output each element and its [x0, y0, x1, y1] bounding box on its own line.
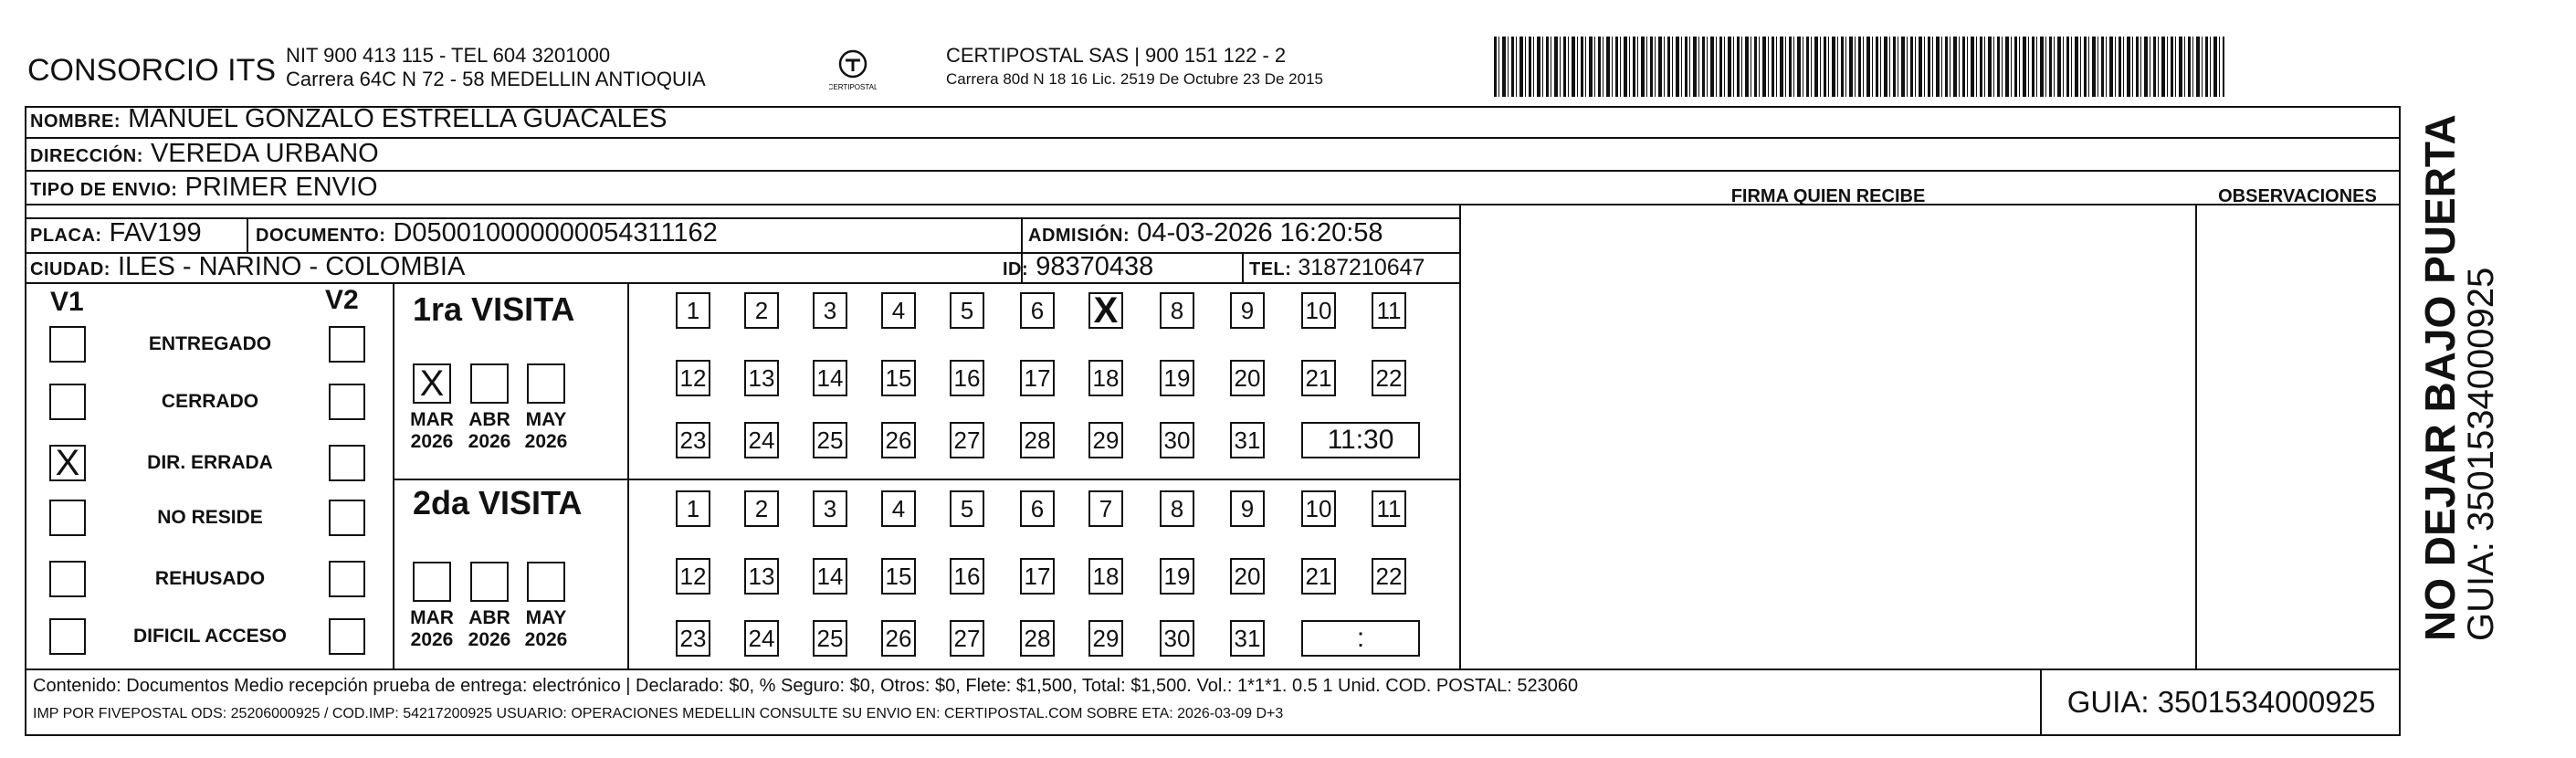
visit1-day-6[interactable]: 6 [1020, 292, 1055, 329]
visit1-day-12[interactable]: 12 [676, 360, 710, 396]
visit1-day-15[interactable]: 15 [881, 360, 916, 396]
visit1-day-20[interactable]: 20 [1230, 360, 1265, 396]
visit1-day-8[interactable]: 8 [1160, 292, 1194, 329]
visit1-month-year: 2026 [468, 431, 511, 452]
visit2-day-22[interactable]: 22 [1372, 558, 1406, 595]
address-value: VEREDA URBANO [150, 139, 379, 168]
plate-row [30, 218, 202, 248]
visit2-month-name: MAR [410, 607, 454, 628]
v2-checkbox[interactable] [329, 500, 365, 536]
visit2-day-26[interactable]: 26 [881, 620, 916, 657]
visit2-day-10[interactable]: 10 [1301, 490, 1336, 527]
side-guide-number: GUIA: 3501534000925 [2461, 267, 2501, 641]
visit2-month-name: ABR [468, 607, 510, 628]
visit2-day-7[interactable]: 7 [1088, 490, 1123, 527]
visit2-day-21[interactable]: 21 [1301, 558, 1336, 595]
observations-area[interactable] [2197, 217, 2400, 669]
visit1-day-2[interactable]: 2 [744, 292, 779, 329]
visit1-day-9[interactable]: 9 [1230, 292, 1265, 329]
v1-checkbox[interactable] [49, 618, 86, 655]
visit1-month-checkbox[interactable] [470, 363, 509, 404]
visit1-day-14[interactable]: 14 [813, 360, 847, 396]
visit1-month-checkbox[interactable]: X [413, 363, 451, 404]
name-row [30, 104, 668, 134]
guide-number: GUIA: 3501534000925 [2040, 669, 2401, 736]
visit2-day-16[interactable]: 16 [950, 558, 984, 595]
visit1-day-5[interactable]: 5 [950, 292, 984, 329]
warning-text: NO DEJAR BAJO PUERTA [2416, 114, 2464, 641]
visit1-month-label [459, 409, 520, 453]
visit2-day-24[interactable]: 24 [744, 620, 779, 657]
visit1-month-name: ABR [468, 409, 510, 430]
visit1-month-name: MAY [525, 409, 567, 430]
visit2-day-17[interactable]: 17 [1020, 558, 1055, 595]
visit2-day-14[interactable]: 14 [813, 558, 847, 595]
visit2-day-8[interactable]: 8 [1160, 490, 1194, 527]
visit1-day-21[interactable]: 21 [1301, 360, 1336, 396]
v1-checkbox[interactable] [49, 500, 86, 536]
address-label: DIRECCIÓN: [30, 146, 143, 166]
visit2-day-25[interactable]: 25 [813, 620, 847, 657]
name-label: NOMBRE: [30, 111, 121, 132]
shipping-type-value: PRIMER ENVIO [184, 173, 378, 202]
v1-checkbox[interactable] [49, 561, 86, 597]
visit2-day-18[interactable]: 18 [1088, 558, 1123, 595]
visit1-day-28[interactable]: 28 [1020, 422, 1055, 458]
visit1-day-31[interactable]: 31 [1230, 422, 1265, 458]
visit1-day-13[interactable]: 13 [744, 360, 779, 396]
city-row [30, 252, 465, 282]
visit2-day-3[interactable]: 3 [813, 490, 847, 527]
visit2-day-27[interactable]: 27 [950, 620, 984, 657]
visit1-day-18[interactable]: 18 [1088, 360, 1123, 396]
shipping-type-row [30, 173, 378, 203]
visit2-month-year: 2026 [468, 629, 511, 650]
id-row [1003, 252, 1153, 282]
visit1-day-22[interactable]: 22 [1372, 360, 1406, 396]
admission-row [1028, 218, 1383, 248]
certipostal-info [946, 44, 1323, 91]
visit2-month-checkbox[interactable] [470, 562, 509, 602]
visit2-day-13[interactable]: 13 [744, 558, 779, 595]
visit2-day-31[interactable]: 31 [1230, 620, 1265, 657]
visit1-month-name: MAR [410, 409, 454, 430]
id-value: 98370438 [1036, 252, 1154, 281]
visit2-month-checkbox[interactable] [413, 562, 451, 602]
v2-checkbox[interactable] [329, 618, 365, 655]
visit2-title: 2da VISITA [413, 484, 583, 521]
certipostal-line: CERTIPOSTAL SAS | 900 151 122 - 2 [946, 44, 1287, 67]
admission-label: ADMISIÓN: [1028, 226, 1130, 246]
v1-checkbox[interactable] [49, 384, 86, 420]
visit2-day-9[interactable]: 9 [1230, 490, 1265, 527]
visit1-title: 1ra VISITA [413, 290, 575, 328]
rule [25, 137, 2401, 139]
visit1-day-30[interactable]: 30 [1160, 422, 1194, 458]
visit1-month-year: 2026 [410, 431, 454, 452]
visit1-day-17[interactable]: 17 [1020, 360, 1055, 396]
address-line: Carrera 64C N 72 - 58 MEDELLIN ANTIOQUIA [286, 68, 706, 90]
barcode [1494, 37, 2224, 97]
visit2-month-name: MAY [525, 607, 567, 628]
id-label: ID: [1003, 259, 1029, 279]
rule [25, 282, 1459, 284]
visit2-month-label [459, 607, 520, 651]
visit2-day-12[interactable]: 12 [676, 558, 710, 595]
admission-value: 04-03-2026 16:20:58 [1137, 218, 1383, 247]
visit2-day-30[interactable]: 30 [1160, 620, 1194, 657]
document-value: D050010000000054311162 [393, 218, 718, 247]
v2-checkbox[interactable] [329, 561, 365, 597]
city-label: CIUDAD: [30, 259, 110, 279]
rule [393, 479, 1459, 480]
visit2-day-2[interactable]: 2 [744, 490, 779, 527]
visit1-day-19[interactable]: 19 [1160, 360, 1194, 396]
signature-area[interactable] [1461, 217, 2195, 669]
shipping-type-label: TIPO DE ENVIO: [30, 180, 178, 200]
visit2-day-20[interactable]: 20 [1230, 558, 1265, 595]
visit1-day-26[interactable]: 26 [881, 422, 916, 458]
rule [25, 170, 2401, 172]
visit1-month-checkbox[interactable] [527, 363, 565, 404]
side-text [2418, 114, 2500, 641]
visit1-day-4[interactable]: 4 [881, 292, 916, 329]
v2-header: V2 [325, 285, 359, 315]
visit2-day-23[interactable]: 23 [676, 620, 710, 657]
visit2-day-29[interactable]: 29 [1088, 620, 1123, 657]
status-label: ENTREGADO [148, 333, 272, 354]
visit2-day-11[interactable]: 11 [1372, 490, 1406, 527]
rule [247, 217, 248, 252]
visit1-day-24[interactable]: 24 [744, 422, 779, 458]
visit1-day-1[interactable]: 1 [676, 292, 710, 329]
visit2-day-1[interactable]: 1 [676, 490, 710, 527]
signature-header: FIRMA QUIEN RECIBE [1730, 186, 1926, 206]
visit2-month-label [402, 607, 462, 651]
visit2-time[interactable]: : [1301, 620, 1420, 657]
visit2-day-19[interactable]: 19 [1160, 558, 1194, 595]
rule [627, 282, 629, 669]
v2-checkbox[interactable] [329, 384, 365, 420]
visit1-month-label [402, 409, 462, 453]
v2-checkbox[interactable] [329, 326, 365, 363]
certipostal-logo [829, 46, 877, 93]
nit-line: NIT 900 413 115 - TEL 604 3201000 [286, 44, 611, 67]
visit1-day-11[interactable]: 11 [1372, 292, 1406, 329]
content-summary: Contenido: Documentos Medio recepción prueba de entrega: electrónico | Declarado: $0, % Seguro: $0, Otros: $0, Flete: $1,500, Total: $1,500. Vol.: 1*1*1. 0.5 1 Unid. COD. POSTAL: 523060 [33, 676, 1579, 696]
visit2-day-4[interactable]: 4 [881, 490, 916, 527]
phone-label: TEL: [1249, 259, 1292, 279]
visit1-month-year: 2026 [524, 431, 568, 452]
visit2-month-checkbox[interactable] [527, 562, 565, 602]
visit1-day-29[interactable]: 29 [1088, 422, 1123, 458]
rule [393, 282, 394, 669]
visit1-day-27[interactable]: 27 [950, 422, 984, 458]
visit1-day-7[interactable]: X [1088, 292, 1123, 329]
license-line: Carrera 80d N 18 16 Lic. 2519 De Octubre 23 De 2015 [946, 70, 1323, 88]
visit2-month-year: 2026 [524, 629, 568, 650]
plate-value: FAV199 [109, 218, 202, 247]
visit1-day-16[interactable]: 16 [950, 360, 984, 396]
visit2-day-6[interactable]: 6 [1020, 490, 1055, 527]
visit1-day-25[interactable]: 25 [813, 422, 847, 458]
visit2-month-year: 2026 [410, 629, 454, 650]
plate-label: PLACA: [30, 226, 102, 246]
v1-checkbox[interactable] [49, 326, 86, 363]
visit1-month-label [516, 409, 576, 453]
status-label: REHUSADO [154, 568, 266, 589]
visit2-day-5[interactable]: 5 [950, 490, 984, 527]
logo-text: CERTIPOSTAL [829, 83, 877, 91]
v2-checkbox[interactable] [329, 445, 365, 481]
status-label: DIR. ERRADA [147, 452, 273, 473]
phone-row [1249, 255, 1425, 281]
visit2-day-15[interactable]: 15 [881, 558, 916, 595]
company-info [286, 44, 706, 91]
city-value: ILES - NARINO - COLOMBIA [118, 252, 466, 281]
v1-checkbox[interactable]: X [49, 445, 86, 481]
address-row [30, 139, 379, 169]
visit1-day-3[interactable]: 3 [813, 292, 847, 329]
status-label: NO RESIDE [157, 507, 263, 528]
visit1-day-10[interactable]: 10 [1301, 292, 1336, 329]
visit2-day-28[interactable]: 28 [1020, 620, 1055, 657]
visit1-day-23[interactable]: 23 [676, 422, 710, 458]
company-name: CONSORCIO ITS [27, 53, 277, 88]
status-label: DIFICIL ACCESO [132, 626, 287, 647]
visit1-time[interactable]: 11:30 [1301, 422, 1420, 458]
name-value: MANUEL GONZALO ESTRELLA GUACALES [128, 104, 668, 133]
status-label: CERRADO [161, 391, 259, 412]
v1-header: V1 [50, 287, 84, 317]
document-label: DOCUMENTO: [256, 226, 386, 246]
visit2-month-label [516, 607, 576, 651]
rule [1242, 252, 1244, 282]
observations-header: OBSERVACIONES [2218, 186, 2377, 206]
document-row [256, 218, 718, 248]
print-info: IMP POR FIVEPOSTAL ODS: 25206000925 / COD.IMP: 54217200925 USUARIO: OPERACIONES MEDELLIN CONSULTE SU ENVIO EN: CERTIPOSTAL.COM SOBRE ETA: 2026-03-09 D+3 [33, 706, 1284, 721]
phone-value: 3187210647 [1298, 255, 1425, 280]
